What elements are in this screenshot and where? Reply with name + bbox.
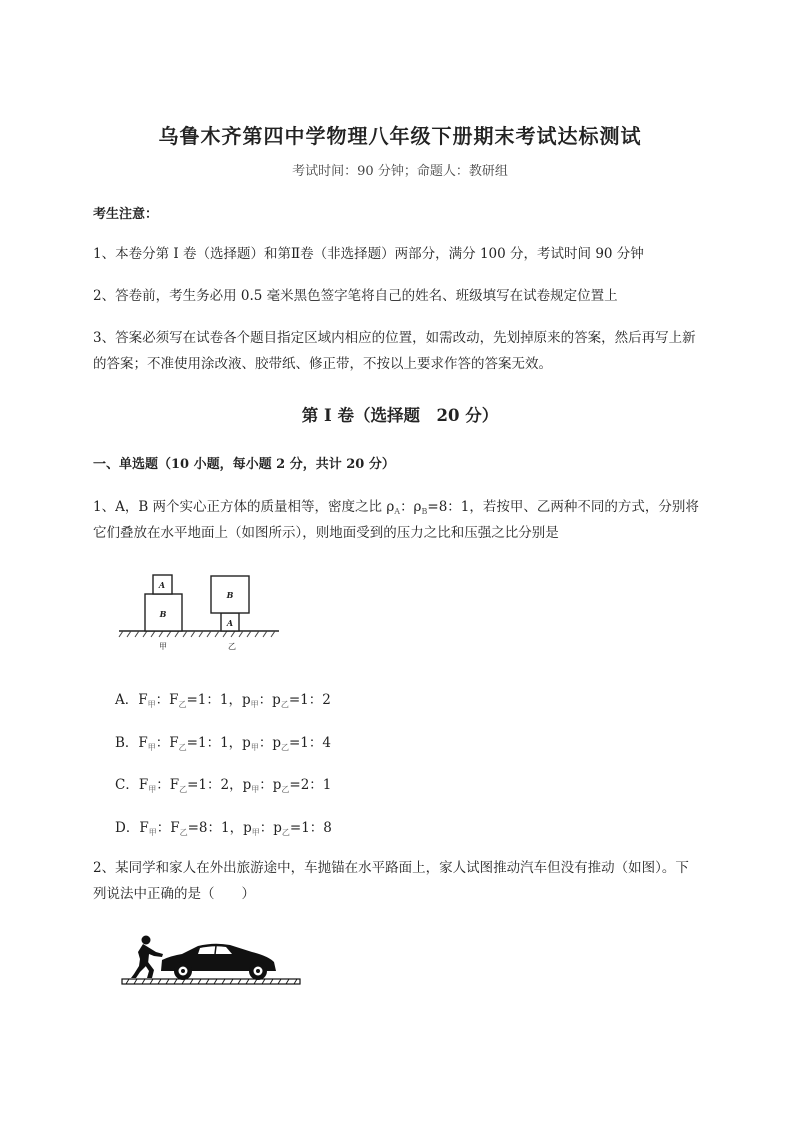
question-2-line-1: 2、某同学和家人在外出旅游途中，车抛锚在水平路面上，家人试图推动汽车但没有推动（如图）。下: [93, 860, 689, 876]
question-1-line-1: 1、A，B 两个实心正方体的质量相等，密度之比 $\rho_A$：$\rho_B=8$：1，若按甲、乙两种不同的方式，分别将: [93, 499, 699, 516]
option-b[interactable]: B．$F_甲$：$F_乙=1$：1，$p_甲$：$p_乙=1$：4: [115, 735, 331, 752]
part-heading: 一、单选题（10 小题，每小题 2 分，共计 20 分）: [93, 457, 395, 472]
option-c[interactable]: C．$F_甲$：$F_乙=1$：2，$p_甲$：$p_乙=2$：1: [115, 777, 332, 794]
fig-label-b-yi: B: [226, 590, 234, 600]
notes-heading: 考生注意：: [93, 207, 159, 222]
option-a[interactable]: A．$F_甲$：$F_乙=1$：1，$p_甲$：$p_乙=1$：2: [115, 692, 331, 709]
question-1-figure: [115, 565, 285, 655]
person-pushing: [131, 936, 163, 979]
exam-subtitle: 考试时间：90 分钟；命题人：教研组: [292, 164, 508, 179]
note-item: 2、答卷前，考生务必用 0.5 毫米黑色签字笔将自己的姓名、班级填写在试卷规定位置上: [93, 288, 618, 304]
car: [161, 944, 276, 980]
fig-label-yi: 乙: [228, 642, 236, 651]
note-item: 3、答案必须写在试卷各个题目指定区域内相应的位置，如需改动，先划掉原来的答案，然后再写上新: [93, 330, 696, 346]
question-2-line-2: 列说法中正确的是（ ）: [93, 886, 255, 902]
fig-label-a-yi: A: [226, 618, 234, 628]
question-2-figure: [118, 932, 308, 992]
note-item: 1、本卷分第 I 卷（选择题）和第Ⅱ卷（非选择题）两部分，满分 100 分，考试时间 90 分钟: [93, 246, 644, 262]
exam-title: 乌鲁木齐第四中学物理八年级下册期末考试达标测试: [158, 124, 642, 148]
option-d[interactable]: D．$F_甲$：$F_乙=8$：1，$p_甲$：$p_乙=1$：8: [115, 820, 332, 837]
question-1-line-2: 它们叠放在水平地面上（如图所示），则地面受到的压力之比和压强之比分别是: [93, 525, 559, 541]
fig-label-a-jia: A: [158, 580, 166, 590]
note-item: 的答案；不准使用涂改液、胶带纸、修正带，不按以上要求作答的答案无效。: [93, 356, 552, 372]
section-title: 第 I 卷（选择题 20 分）: [301, 406, 499, 425]
fig-label-b-jia: B: [159, 609, 167, 619]
fig-label-jia: 甲: [159, 642, 167, 651]
